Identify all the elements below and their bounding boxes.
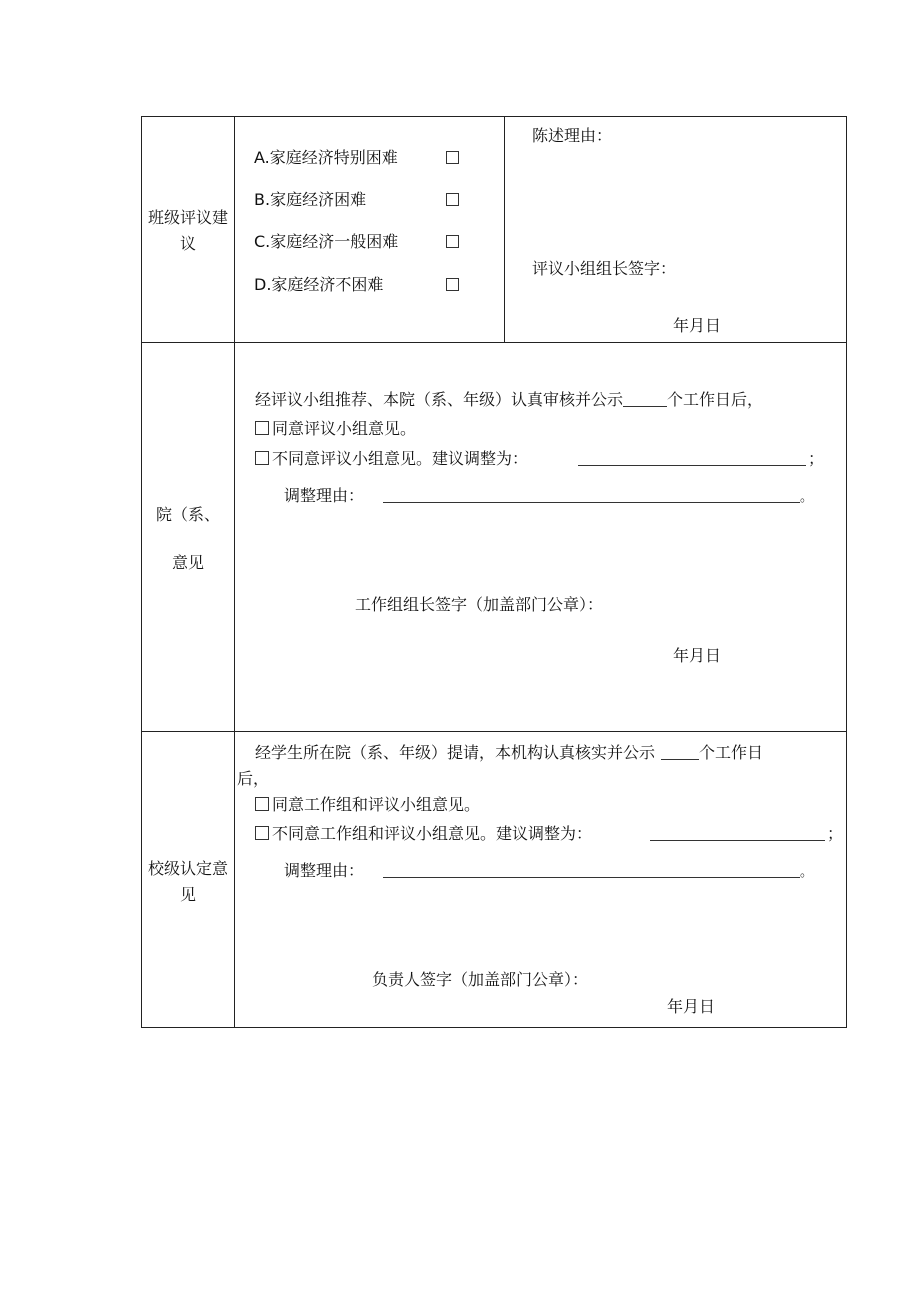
school-statement (255, 743, 763, 763)
school-reason-blank[interactable] (383, 877, 800, 878)
school-date-label: 年月日 (667, 997, 716, 1016)
school-disagree-option[interactable] (255, 824, 592, 844)
school-disagree-checkbox[interactable] (255, 826, 269, 840)
college-statement-post: 个工作日后， (667, 390, 764, 409)
college-reason-end: 。 (800, 490, 814, 505)
college-statement-pre: 经评议小组推荐、本院（系、年级）认真审核并公示 (255, 390, 624, 409)
college-section-label-line1: 院（系、 (155, 505, 220, 524)
school-statement-wrap: 后， (237, 769, 270, 788)
school-section-label: 校级认定意见 (147, 859, 228, 904)
border-label-col (234, 116, 235, 1028)
border-row2 (141, 731, 847, 732)
border-top (141, 116, 847, 117)
college-disagree-end: ； (808, 449, 825, 468)
college-reason-label: 调整理由： (284, 486, 365, 505)
option-d-checkbox[interactable] (446, 278, 459, 291)
border-row1 (141, 342, 847, 343)
college-disagree-checkbox[interactable] (255, 451, 269, 465)
option-c-checkbox[interactable] (446, 235, 459, 248)
school-reason-label: 调整理由： (284, 861, 365, 880)
school-signer-label: 负责人签字（加盖部门公章）： (372, 970, 589, 989)
option-b-label: B.家庭经济困难 (254, 190, 367, 209)
college-agree-option[interactable] (255, 419, 416, 439)
college-adjust-to-blank[interactable] (578, 465, 806, 466)
college-statement (255, 390, 763, 410)
option-a-label: A.家庭经济特别困难 (254, 148, 398, 167)
school-agree-checkbox[interactable] (255, 797, 269, 811)
school-days-blank[interactable] (661, 743, 699, 760)
border-options-col (504, 116, 505, 343)
college-agree-checkbox[interactable] (255, 421, 269, 435)
college-reason-blank[interactable] (383, 502, 800, 503)
option-d-label: D.家庭经济不困难 (254, 275, 384, 294)
option-c-label: C.家庭经济一般困难 (254, 232, 399, 251)
school-statement-pre: 经学生所在院（系、年级）提请，本机构认真核实并公示 (255, 743, 656, 762)
option-a-checkbox[interactable] (446, 151, 459, 164)
school-statement-post: 个工作日 (699, 743, 764, 762)
border-right (846, 116, 847, 1028)
class-section-label: 班级评议建议 (147, 208, 228, 253)
college-agree-label: 同意评议小组意见。 (272, 419, 417, 438)
school-disagree-end: ； (827, 824, 844, 843)
college-date-label: 年月日 (673, 646, 722, 665)
class-signer-label: 评议小组组长签字： (532, 259, 677, 278)
border-bottom (141, 1027, 847, 1028)
school-agree-label: 同意工作组和评议小组意见。 (272, 795, 481, 814)
class-reason-label: 陈述理由： (532, 126, 613, 145)
school-reason-end: 。 (800, 865, 814, 880)
college-disagree-label: 不同意评议小组意见。建议调整为： (272, 449, 529, 468)
option-b-checkbox[interactable] (446, 193, 459, 206)
school-adjust-to-blank[interactable] (650, 840, 825, 841)
school-agree-option[interactable] (255, 795, 480, 815)
class-date-label: 年月日 (673, 316, 722, 335)
college-disagree-option[interactable] (255, 449, 528, 469)
college-days-blank[interactable] (623, 390, 667, 407)
college-section-label-line2: 意见 (171, 553, 204, 572)
border-left (141, 116, 142, 1028)
school-disagree-label: 不同意工作组和评议小组意见。建议调整为： (272, 824, 593, 843)
college-signer-label: 工作组组长签字（加盖部门公章）： (355, 595, 604, 614)
